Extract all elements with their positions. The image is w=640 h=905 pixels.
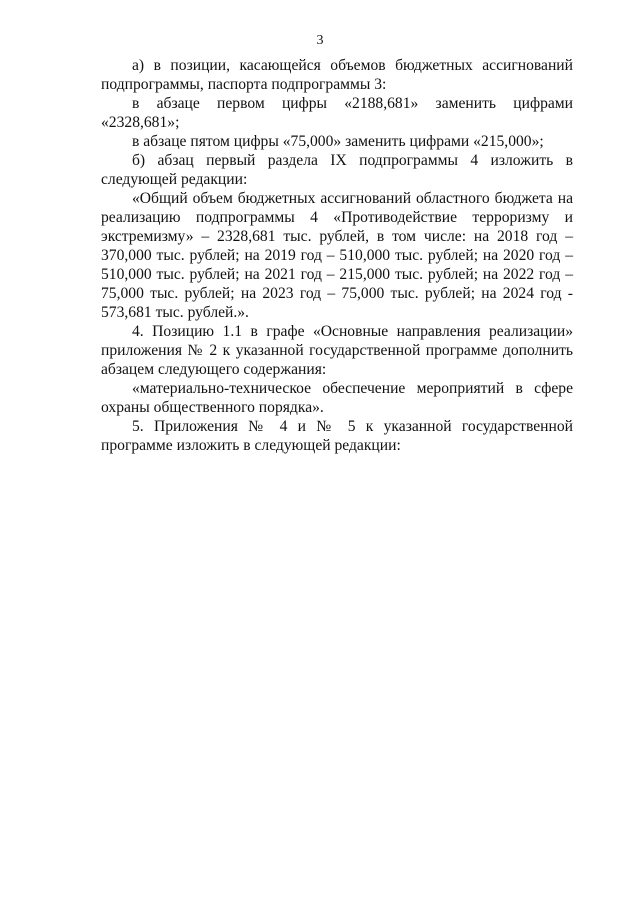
paragraph-fifth-clause: в абзаце пятом цифры «75,000» заменить цифрами «215,000»;: [132, 133, 544, 150]
paragraph-item-5: 5. Приложения № 4 и № 5 к указанной государственной программе изложить в следующей редакции:: [101, 418, 573, 454]
paragraph-section-ix: б) абзац первый раздела IX подпрограммы 4 изложить в следующей редакции:: [101, 152, 573, 188]
document-body: [101, 56, 573, 455]
paragraph-budget-position: а) в позиции, касающейся объемов бюджетных ассигнований подпрограммы, паспорта подпрограммы 3:: [101, 57, 573, 93]
paragraph-material-support: «материально-техническое обеспечение мероприятий в сфере охраны общественного порядка».: [101, 380, 573, 416]
paragraph-total-budget: «Общий объем бюджетных ассигнований областного бюджета на реализацию подпрограммы 4 «Противодействие терроризму и экстремизму» – 2328,681 тыс. рублей, в том числе: на 2018 год – 370,000 тыс. рублей; на 2019 год – 510,000 тыс. рублей; на 2020 год – 510,000 тыс. рублей; на 2021 год – 215,000 тыс. рублей; на 2022 год – 75,000 тыс. рублей; на 2023 год – 75,000 тыс. рублей; на 2024 год - 573,681 тыс. рублей.».: [101, 190, 573, 321]
page-number: 3: [316, 33, 324, 48]
paragraph-item-4: 4. Позицию 1.1 в графе «Основные направления реализации» приложения № 2 к указанной государственной программе дополнить абзацем следующего содержания:: [101, 323, 573, 378]
paragraph-first-clause: в абзаце первом цифры «2188,681» заменить цифрами «2328,681»;: [101, 95, 573, 131]
